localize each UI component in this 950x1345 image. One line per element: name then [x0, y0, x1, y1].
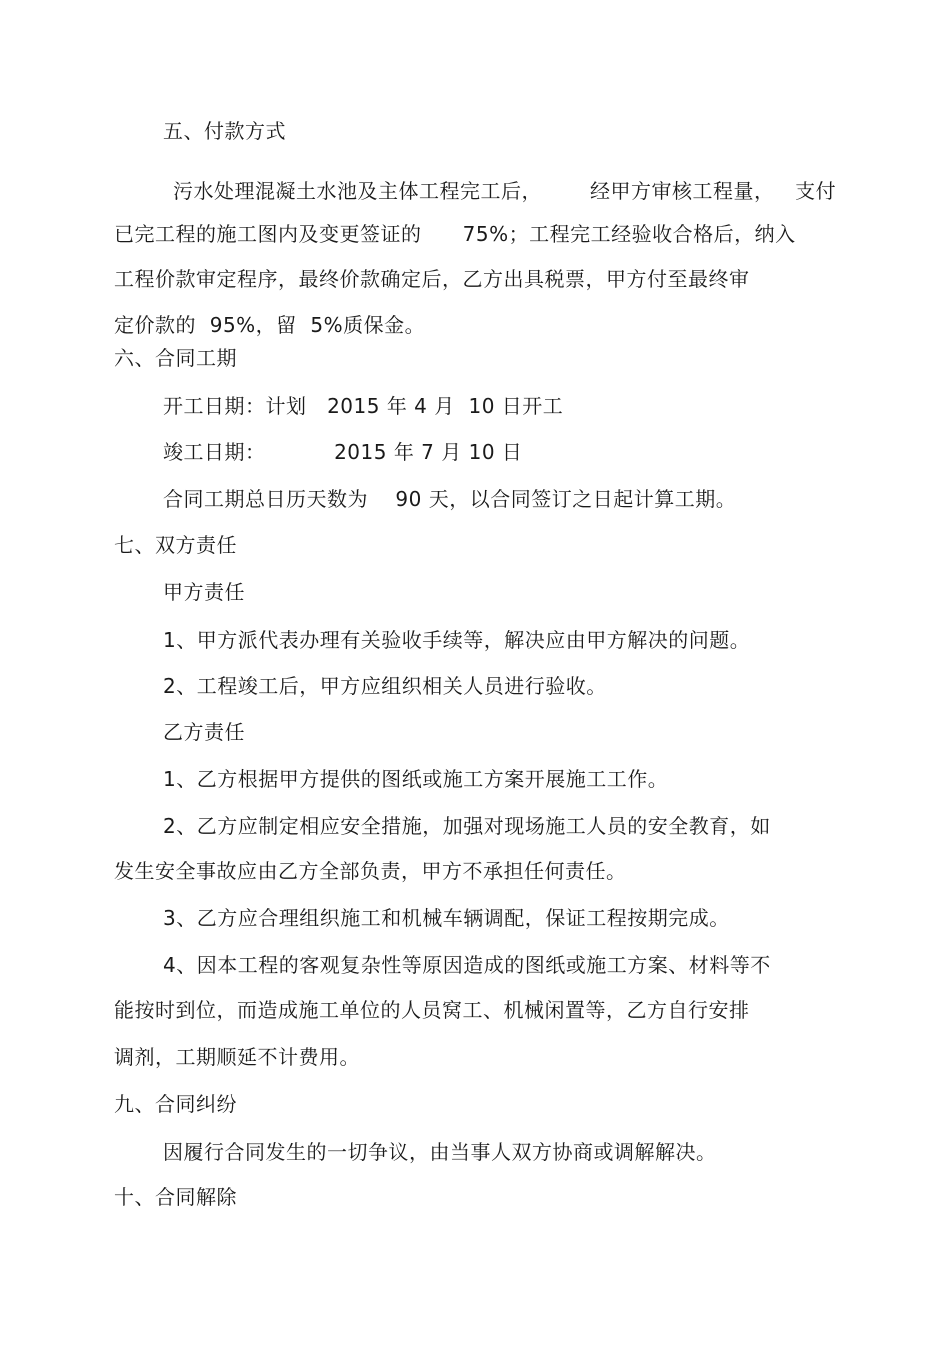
paragraph-line: 合同工期总日历天数为 90 天，以合同签订之日起计算工期。 — [163, 487, 737, 511]
section-heading-disputes: 九、合同纠纷 — [114, 1092, 237, 1116]
paragraph-line: 开工日期：计划 2015 年 4 月 10 日开工 — [163, 394, 564, 418]
section-heading-payment: 五、付款方式 — [163, 119, 286, 143]
paragraph-line: 工程价款审定程序，最终价款确定后，乙方出具税票，甲方付至最终审 — [114, 267, 750, 291]
paragraph-line: 发生安全事故应由乙方全部负责，甲方不承担任何责任。 — [114, 859, 627, 883]
section-heading-termination: 十、合同解除 — [114, 1185, 237, 1209]
subheading-party-b: 乙方责任 — [163, 720, 245, 744]
paragraph-line: 污水处理混凝土水池及主体工程完工后， 经甲方审核工程量， 支付 — [173, 179, 837, 203]
paragraph-line: 2、工程竣工后，甲方应组织相关人员进行验收。 — [163, 674, 607, 698]
paragraph-line: 1、甲方派代表办理有关验收手续等，解决应由甲方解决的问题。 — [163, 628, 751, 652]
paragraph-line: 1、乙方根据甲方提供的图纸或施工方案开展施工工作。 — [163, 767, 669, 791]
paragraph-line: 调剂，工期顺延不计费用。 — [114, 1045, 360, 1069]
paragraph-line: 3、乙方应合理组织施工和机械车辆调配，保证工程按期完成。 — [163, 906, 730, 930]
subheading-party-a: 甲方责任 — [163, 580, 245, 604]
paragraph-line: 因履行合同发生的一切争议，由当事人双方协商或调解解决。 — [163, 1140, 717, 1164]
paragraph-line: 能按时到位，而造成施工单位的人员窝工、机械闲置等，乙方自行安排 — [114, 998, 750, 1022]
paragraph-line: 已完工程的施工图内及变更签证的 75%；工程完工经验收合格后，纳入 — [114, 222, 796, 246]
paragraph-line: 定价款的 95%，留 5%质保金。 — [114, 313, 426, 337]
section-heading-schedule: 六、合同工期 — [114, 346, 237, 370]
section-heading-responsibilities: 七、双方责任 — [114, 533, 237, 557]
paragraph-line: 4、因本工程的客观复杂性等原因造成的图纸或施工方案、材料等不 — [163, 953, 771, 977]
paragraph-line: 2、乙方应制定相应安全措施，加强对现场施工人员的安全教育，如 — [163, 814, 771, 838]
paragraph-line: 竣工日期： 2015 年 7 月 10 日 — [163, 440, 523, 464]
